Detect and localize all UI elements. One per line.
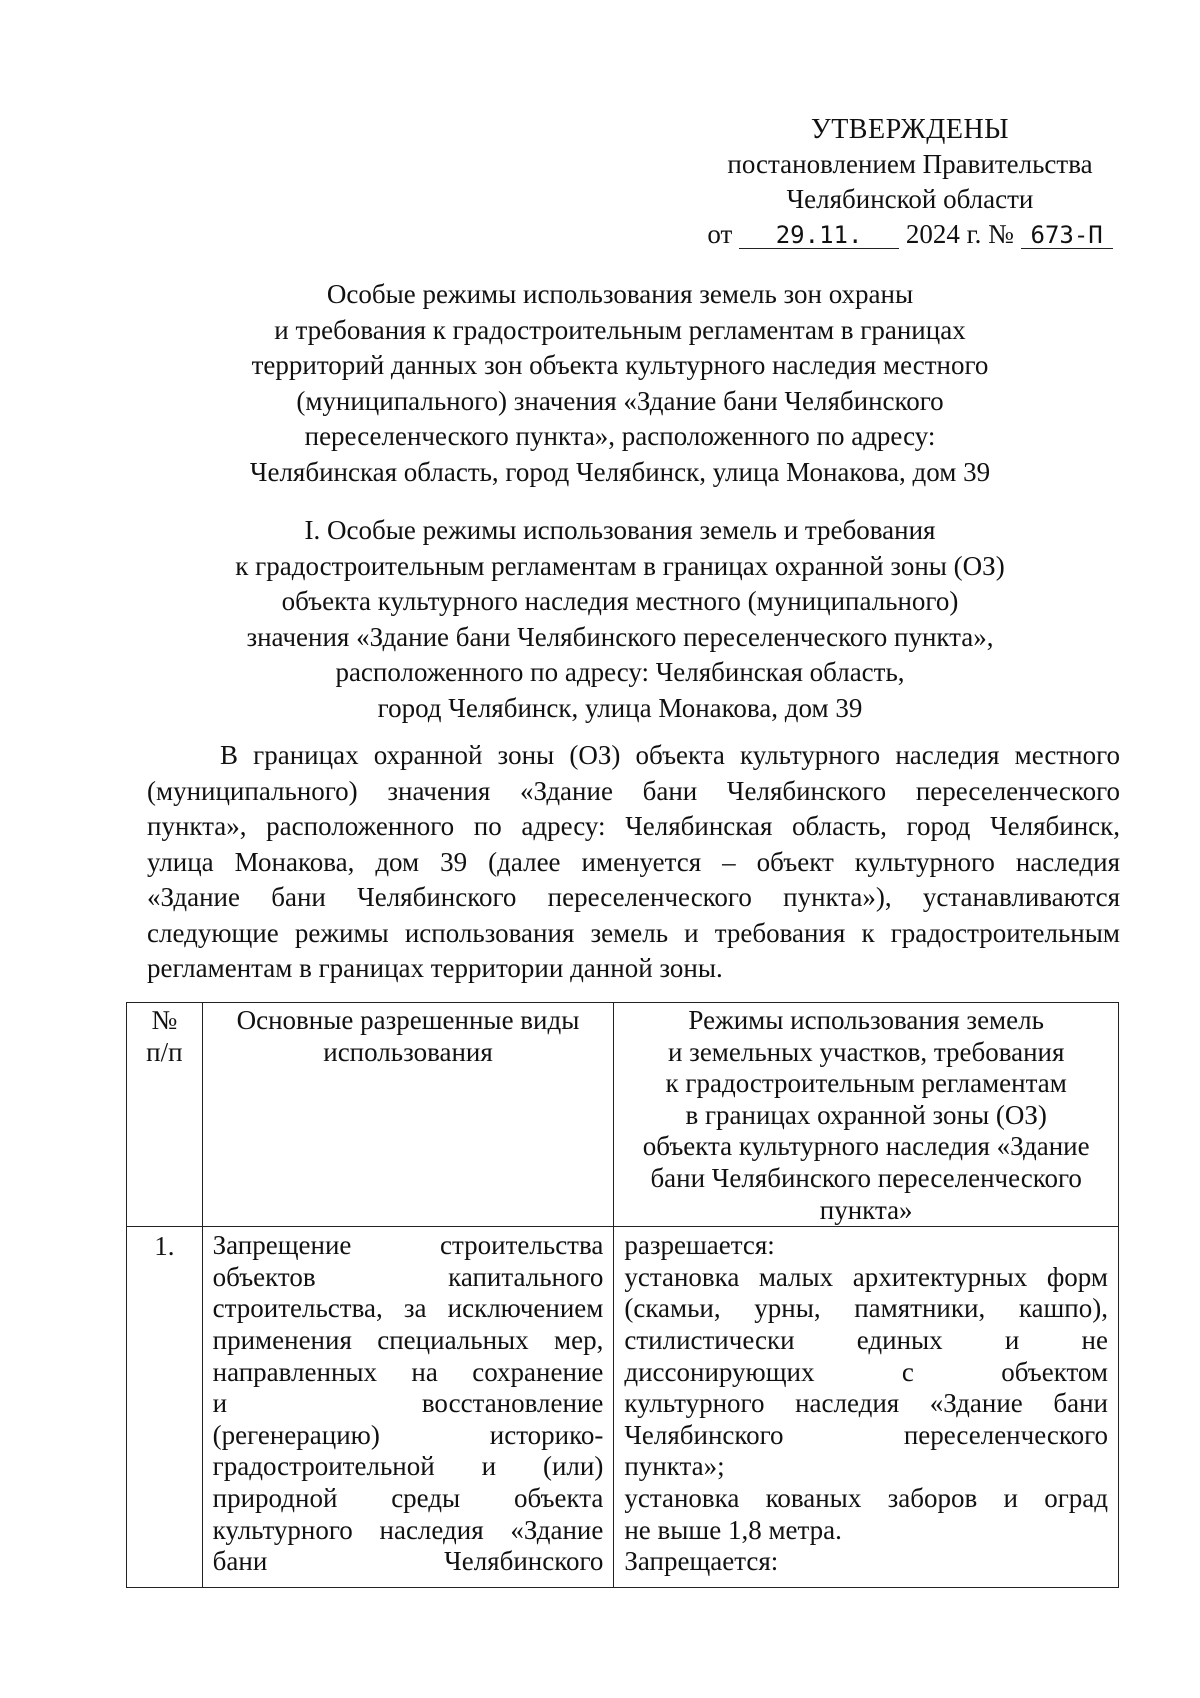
cell-line: пункта»;: [624, 1451, 725, 1482]
cell-line: (регенерацию) историко-: [212, 1419, 604, 1450]
header-regimes-line: объекта культурного наследия «Здание: [642, 1131, 1090, 1162]
header-number-line: №: [151, 1005, 178, 1035]
approval-title: УТВЕРЖДЕНЫ: [810, 114, 1010, 145]
approval-date-line: [690, 217, 1130, 252]
header-regimes-line: и земельных участков, требования: [667, 1036, 1065, 1067]
cell-line: культурного наследия «Здание: [212, 1514, 604, 1545]
cell-line: применения специальных мер,: [212, 1324, 604, 1355]
title-line: и требования к градостроительным регламентам в границах: [274, 314, 966, 345]
header-regimes: [614, 1003, 1119, 1227]
year-number-label: 2024 г. №: [905, 219, 1014, 249]
cell-line: градостроительной и (или): [212, 1451, 604, 1482]
section-heading-line: I. Особые режимы использования земель и требования: [304, 515, 936, 545]
intro-paragraph: [147, 738, 1120, 987]
permitted-uses-cell: [202, 1227, 614, 1588]
approval-stamp: [690, 112, 1130, 252]
header-permitted-uses: [202, 1003, 614, 1227]
cell-line: (скамьи, урны, памятники, кашпо),: [624, 1293, 1108, 1324]
header-regimes-line: к градостроительным регламентам: [665, 1068, 1067, 1099]
section-heading-line: значения «Здание бани Челябинского переселенческого пункта»,: [246, 621, 994, 652]
document-title: [140, 277, 1100, 490]
header-number: [127, 1003, 203, 1227]
paragraph-line: (муниципального) значения «Здание бани Челябинского переселенческого: [147, 775, 1120, 806]
cell-line: бани Челябинского: [212, 1546, 604, 1577]
title-line: (муниципального) значения «Здание бани Челябинского: [296, 385, 944, 416]
row-number: 1.: [127, 1227, 203, 1588]
paragraph-line: регламентам в границах территории данной зоны.: [147, 953, 723, 983]
cell-line: диссонирующих с объектом: [624, 1356, 1108, 1387]
cell-line: и восстановление: [212, 1388, 604, 1419]
title-line: Особые режимы использования земель зон охраны: [326, 279, 914, 309]
regimes-cell: [614, 1227, 1119, 1588]
paragraph-line: улица Монакова, дом 39 (далее именуется – объект культурного наследия: [147, 846, 1120, 877]
paragraph-line: следующие режимы использования земель и требования к градостроительным: [147, 917, 1120, 948]
header-regimes-line: Режимы использования земель: [688, 1005, 1044, 1035]
cell-line: Запрещается:: [624, 1546, 779, 1577]
regimes-table: [126, 1002, 1119, 1588]
header-uses-line: Основные разрешенные виды: [236, 1005, 580, 1035]
title-line: переселенческого пункта», расположенного по адресу:: [304, 421, 936, 451]
approval-line-1: постановлением Правительства: [727, 149, 1093, 179]
header-regimes-line: в границах охранной зоны (ОЗ): [685, 1099, 1047, 1130]
paragraph-line: пункта», расположенного по адресу: Челябинская область, город Челябинск,: [147, 811, 1120, 841]
cell-line: объектов капитального: [212, 1261, 604, 1292]
approval-line-2: Челябинской области: [786, 184, 1034, 214]
handwritten-number: 673-П: [1021, 222, 1113, 249]
section-heading-line: город Челябинск, улица Монакова, дом 39: [377, 692, 863, 723]
cell-line: не выше 1,8 метра.: [624, 1514, 842, 1545]
cell-line: установка кованых заборов и оград: [624, 1482, 1108, 1513]
cell-line: строительства, за исключением: [212, 1293, 604, 1324]
cell-line: Челябинского переселенческого: [624, 1419, 1108, 1450]
table-header-row: [127, 1003, 1119, 1227]
cell-line: направленных на сохранение: [212, 1356, 604, 1387]
header-uses-line: использования: [323, 1036, 493, 1067]
section-heading-line: объекта культурного наследия местного (муниципального): [281, 586, 959, 616]
header-regimes-line: пункта»: [819, 1194, 913, 1225]
date-prefix: от: [707, 219, 733, 249]
cell-line: стилистически единых и не: [624, 1324, 1108, 1355]
cell-line: природной среды объекта: [212, 1482, 604, 1513]
header-regimes-line: бани Челябинского переселенческого: [650, 1162, 1082, 1193]
section-heading-line: расположенного по адресу: Челябинская область,: [335, 657, 905, 687]
cell-line: разрешается:: [624, 1230, 775, 1261]
title-line: Челябинская область, город Челябинск, улица Монакова, дом 39: [249, 456, 991, 487]
header-number-line: п/п: [146, 1036, 183, 1067]
cell-line: установка малых архитектурных форм: [624, 1261, 1108, 1292]
cell-line: Запрещение строительства: [212, 1230, 604, 1261]
table-row: [127, 1227, 1119, 1588]
section-heading: [140, 513, 1100, 726]
handwritten-date: 29.11.: [739, 222, 899, 249]
paragraph-line: «Здание бани Челябинского переселенческого пункта»), устанавливаются: [147, 882, 1120, 912]
cell-line: культурного наследия «Здание бани: [624, 1388, 1108, 1419]
section-heading-line: к градостроительным регламентам в границах охранной зоны (ОЗ): [235, 550, 1005, 581]
paragraph-line: В границах охранной зоны (ОЗ) объекта культурного наследия местного: [220, 740, 1120, 770]
title-line: территорий данных зон объекта культурного наследия местного: [251, 350, 989, 380]
